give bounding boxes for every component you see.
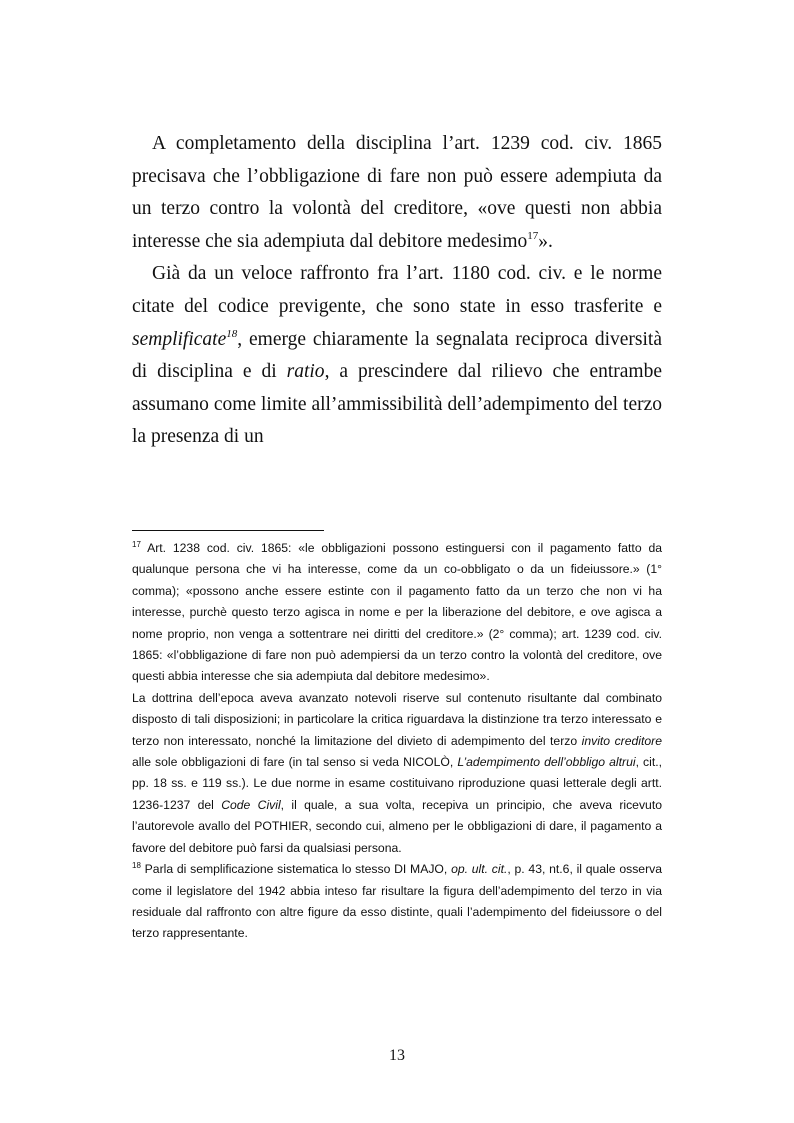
paragraph-1: [132, 128, 662, 258]
footnote-ref-17[interactable]: 17: [527, 229, 539, 242]
footnote-17-continuation: [132, 688, 662, 859]
body-text: [132, 128, 662, 454]
paragraph-2: [132, 258, 662, 454]
italic-invito-creditore: invito creditore: [581, 733, 662, 748]
footnote-17-continuation-b: alle sole obbligazioni di fare (in tal senso si veda NICOLÒ,: [132, 755, 458, 770]
footnote-ref-18[interactable]: [226, 328, 237, 340]
italic-code-civil: Code Civil: [221, 797, 281, 812]
italic-semplificate: semplificate: [132, 328, 227, 350]
footnote-separator: [132, 530, 324, 531]
footnote-ref-18-text: 18: [226, 327, 238, 340]
italic-cited-title: L’adempimento dell’obbligo altrui: [457, 755, 636, 770]
page-number: 13: [389, 1047, 405, 1064]
paragraph-2-text-b: , emerge chiaramente la segnalata reciproca diversità di disciplina e di: [132, 328, 662, 383]
paragraph-1-tail: ».: [538, 230, 553, 252]
footnote-17-text: Art. 1238 cod. civ. 1865: «le obbligazioni possono estinguersi con il pagamento fatto da qualunque persona che vi ha interesse, come da un co-obbligato o da un fideiussore.» (1° comma); «possono anche essere estinte con il pagamento fatto da un terzo che non vi ha interesse, purchè questo terzo agisca in nome e per la liberazione del debitore, e ove agisca a nome proprio, non venga a sottentrare nei diritti del creditore.» (2° comma); art. 1239 cod. civ. 1865: «l’obbligazione di fare non può adempiersi da un terzo contro la volontà del creditore, ove questi abbia interesse che sia adempiuta dal debitore medesimo».: [132, 541, 662, 684]
footnote-17-continuation-c: , cit., pp. 18 ss. e 119 ss.). Le due norme in esame costituivano riproduzione quasi letterale degli artt. 1236-1237 del: [132, 755, 662, 812]
footnotes: [132, 538, 662, 945]
footnote-18-text-a: Parla di semplificazione sistematica lo stesso DI MAJO,: [140, 862, 452, 877]
footnote-17-continuation-a: La dottrina dell’epoca aveva avanzato notevoli riserve sul contenuto risultante dal combinato disposto di tali disposizioni; in particolare la critica riguardava la distinzione tra terzo interessato e terzo non interessato, nonché la limitazione del divieto di adempimento del terzo: [132, 690, 662, 748]
italic-op-ult-cit: op. ult. cit.: [451, 862, 508, 877]
footnote-18-text-b: , p. 43, nt.6, il quale osserva come il legislatore del 1942 abbia inteso far risultare la figura dell’adempimento del terzo in via residuale dal raffronto con altre figure da esso distinte, quali l’adempimento del fideiussore o del terzo rappresentante.: [132, 862, 663, 941]
footnote-18-mark: 18: [132, 861, 141, 871]
footnote-18: [132, 859, 662, 945]
italic-ratio: ratio: [286, 361, 325, 383]
paragraph-1-text: A completamento della disciplina l’art. 1239 cod. civ. 1865 precisava che l’obbligazione di fare non può essere adempiuta da un terzo contro la volontà del creditore, «ove questi non abbia interesse che sia adempiuta dal debitore medesimo: [132, 133, 662, 252]
footnote-17-mark: 17: [132, 540, 141, 549]
footnote-17-continuation-d: , il quale, a sua volta, recepiva un principio, che aveva ricevuto l’autorevole avallo del POTHIER, secondo cui, almeno per le obbligazioni di dare, il pagamento a favore del debitore può farsi da qualsiasi persona.: [132, 797, 662, 855]
footnote-17: [132, 538, 662, 688]
paragraph-2-text-c: , a prescindere dal rilievo che entrambe assumano come limite all’ammissibilità dell’adempimento del terzo la presenza di un: [132, 361, 662, 448]
paragraph-2-text-a: Già da un veloce raffronto fra l’art. 1180 cod. civ. e le norme citate del codice previgente, che sono state in esso trasferite e: [132, 263, 662, 317]
